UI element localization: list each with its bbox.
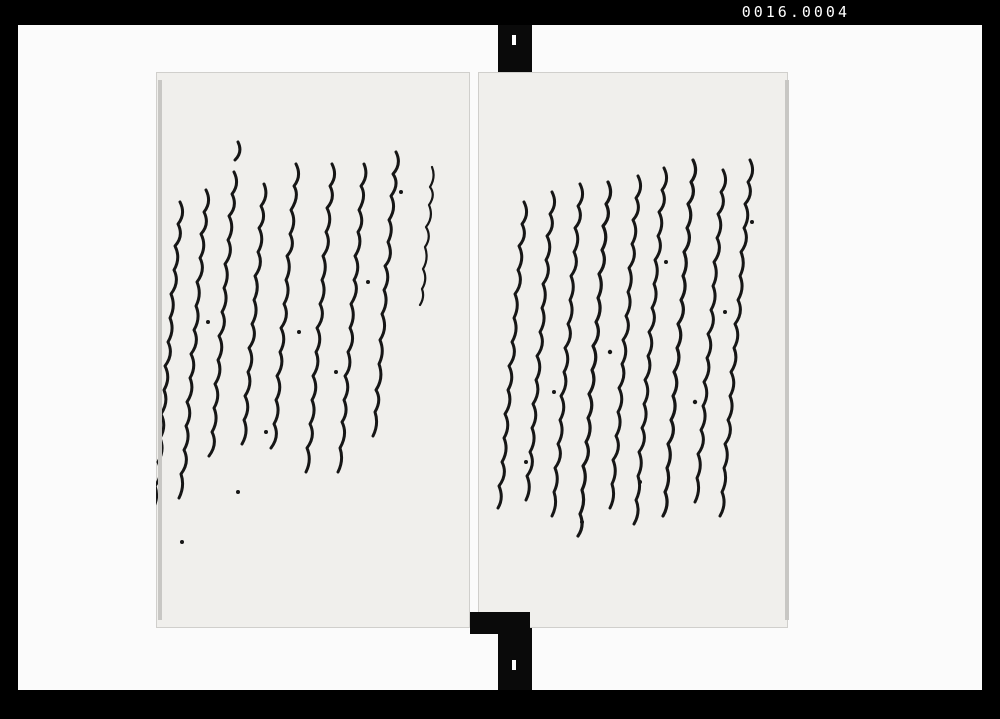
binding-clip-right [500,612,530,634]
frame-number: 0016.0004 [741,3,850,21]
page-edge-left [158,80,162,620]
manuscript-page-left [156,72,470,628]
handwritten-calligraphy-left [156,72,470,628]
spine-mark-top [512,35,516,45]
handwritten-calligraphy-right [478,72,788,628]
binding-clip-left [470,612,500,634]
spine-mark-bottom [512,660,516,670]
manuscript-page-right [478,72,788,628]
page-edge-right [785,80,789,620]
